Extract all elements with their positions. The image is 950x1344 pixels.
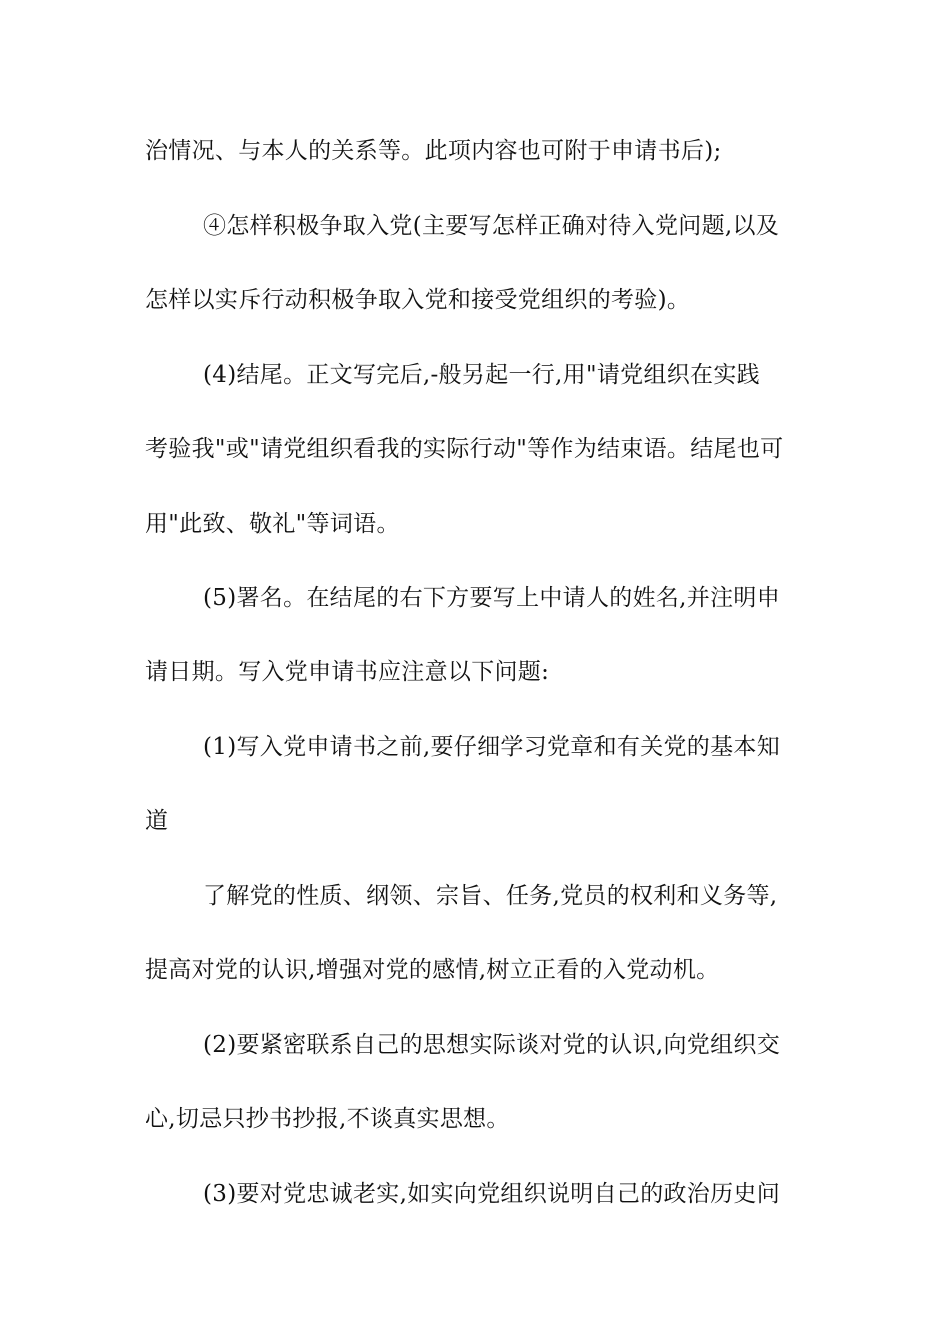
text-line: 治情况、与本人的关系等。此项内容也可附于申请书后); <box>145 138 722 164</box>
text-line: (4)结尾。正文写完后,-般另起一行,用"请党组织在实践 <box>203 362 760 388</box>
text-line: 道 <box>145 808 169 834</box>
text-line: 怎样以实斥行动积极争取入党和接受党组织的考验)。 <box>145 287 691 313</box>
text-line: 提高对党的认识,增强对党的感情,树立正看的入党动机。 <box>145 957 720 983</box>
text-line: 考验我"或"请党组织看我的实际行动"等作为结束语。结尾也可 <box>145 436 784 462</box>
text-line: 用"此致、敬礼"等词语。 <box>145 511 400 537</box>
text-line: 请日期。写入党申请书应注意以下问题: <box>145 659 550 685</box>
text-line: (3)要对党忠诚老实,如实向党组织说明自己的政治历史问 <box>203 1181 780 1207</box>
text-line: ④怎样积极争取入党(主要写怎样正确对待入党问题,以及 <box>203 213 780 239</box>
text-line: 了解党的性质、纲领、宗旨、任务,党员的权利和义务等, <box>203 883 778 909</box>
text-line: (2)要紧密联系自己的思想实际谈对党的认识,向党组织交 <box>203 1032 780 1058</box>
text-line: 心,切忌只抄书抄报,不谈真实思想。 <box>145 1106 510 1132</box>
text-line: (1)写入党申请书之前,要仔细学习党章和有关党的基本知 <box>203 734 780 760</box>
text-line: (5)署名。在结尾的右下方要写上中请人的姓名,并注明申 <box>203 585 780 611</box>
